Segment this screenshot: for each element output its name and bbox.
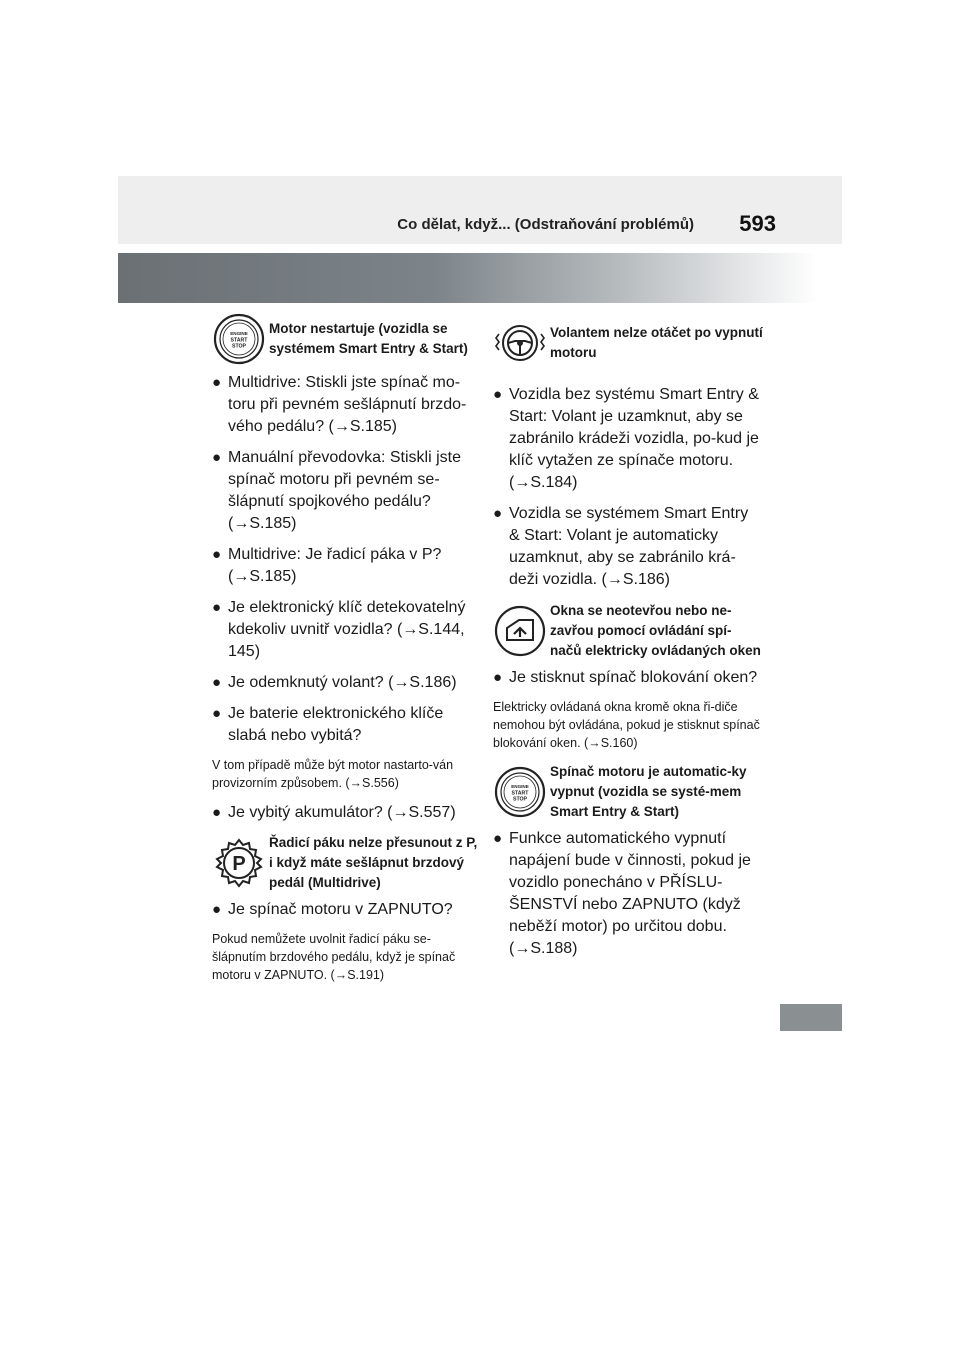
engine-icon-line3: STOP	[512, 796, 528, 803]
engine-start-button-icon	[212, 312, 266, 366]
list-item: ● Je odemknutý volant? (→S.186)	[212, 674, 457, 691]
left-column	[212, 310, 482, 994]
page-number: 593	[739, 211, 776, 236]
section-steering-lock	[493, 316, 763, 370]
list-item: ● Vozidla se systémem Smart Entry & Start: Volant je automaticky uzamknut, aby se zabránilo krá-deži vozidla. (→S.186)	[493, 505, 749, 588]
section-heading: Řadicí páku nelze přesunout z P, i když máte sešlápnut brzdový pedál (Multidrive)	[269, 835, 478, 890]
list-item: ● Vozidla bez systému Smart Entry & Start: Volant je uzamknut, aby se zabránilo krádeži vozidla, po-kud je klíč vytažen ze spínače motoru. (→S.184)	[493, 386, 759, 491]
section-heading: Okna se neotevřou nebo ne-zavřou pomocí ovládání spí-načů elektricky ovládaných oken	[550, 603, 761, 658]
engine-start-button-icon	[493, 765, 547, 819]
section-heading: Motor nestartuje (vozidla se systémem Smart Entry & Start)	[269, 321, 468, 356]
section-auto-off	[493, 762, 763, 822]
engine-icon-line2: START	[511, 790, 529, 797]
note-text: V tom případě může být motor nastarto-ván provizorním způsobem. (→S.556)	[212, 758, 454, 790]
park-letter: P	[232, 853, 246, 875]
list-item: ● Je spínač motoru v ZAPNUTO?	[212, 901, 453, 918]
list-item: ● Multidrive: Je řadicí páka v P? (→S.185)	[212, 546, 442, 585]
section-shift-lever	[212, 833, 482, 893]
list-item: ● Multidrive: Stiskli jste spínač mo-toru při pevném sešlápnutí brzdo-vého pedálu? (→S.185)	[212, 374, 467, 435]
right-column	[493, 310, 763, 969]
section-heading: Volantem nelze otáčet po vypnutí motoru	[550, 325, 763, 360]
note-text: Elektricky ovládaná okna kromě okna ři-diče nemohou být ovládána, pokud je stisknut spínač blokování oken. (→S.160)	[493, 700, 760, 750]
list-item: ● Je vybitý akumulátor? (→S.557)	[212, 804, 456, 821]
chapter-tab	[780, 1004, 842, 1031]
list-item: ● Je baterie elektronického klíče slabá nebo vybitá?	[212, 705, 444, 744]
engine-icon-line3: STOP	[231, 343, 247, 350]
header-bar	[118, 176, 842, 244]
section-power-windows	[493, 601, 763, 661]
power-window-icon	[493, 604, 547, 658]
section-engine-not-start	[212, 312, 482, 366]
engine-icon-line1: ENGINE	[511, 784, 529, 789]
header-title: Co dělat, když... (Odstraňování problémů)	[397, 216, 694, 233]
list-item: ● Manuální převodovka: Stiskli jste spínač motoru při pevném se-šlápnutí spojkového pedálu? (→S.185)	[212, 449, 461, 532]
engine-icon-line2: START	[230, 337, 248, 344]
note-text: Pokud nemůžete uvolnit řadicí páku se-šlápnutím brzdového pedálu, když je spínač motoru v ZAPNUTO. (→S.191)	[212, 932, 456, 982]
engine-icon-line1: ENGINE	[230, 331, 248, 336]
section-band	[118, 253, 818, 303]
park-gear-icon	[212, 836, 266, 890]
steering-lock-icon	[493, 316, 547, 370]
list-item: ● Je stisknut spínač blokování oken?	[493, 669, 758, 686]
list-item: ● Je elektronický klíč detekovatelný kdekoliv uvnitř vozidla? (→S.144, 145)	[212, 599, 466, 660]
list-item: ● Funkce automatického vypnutí napájení bude v činnosti, pokud je vozidlo ponecháno v PŘÍSLU-ŠENSTVÍ nebo ZAPNUTO (když neběží motor) po určitou dobu. (→S.188)	[493, 830, 751, 957]
section-heading: Spínač motoru je automatic-ky vypnut (vozidla se systé-mem Smart Entry & Start)	[550, 764, 747, 819]
